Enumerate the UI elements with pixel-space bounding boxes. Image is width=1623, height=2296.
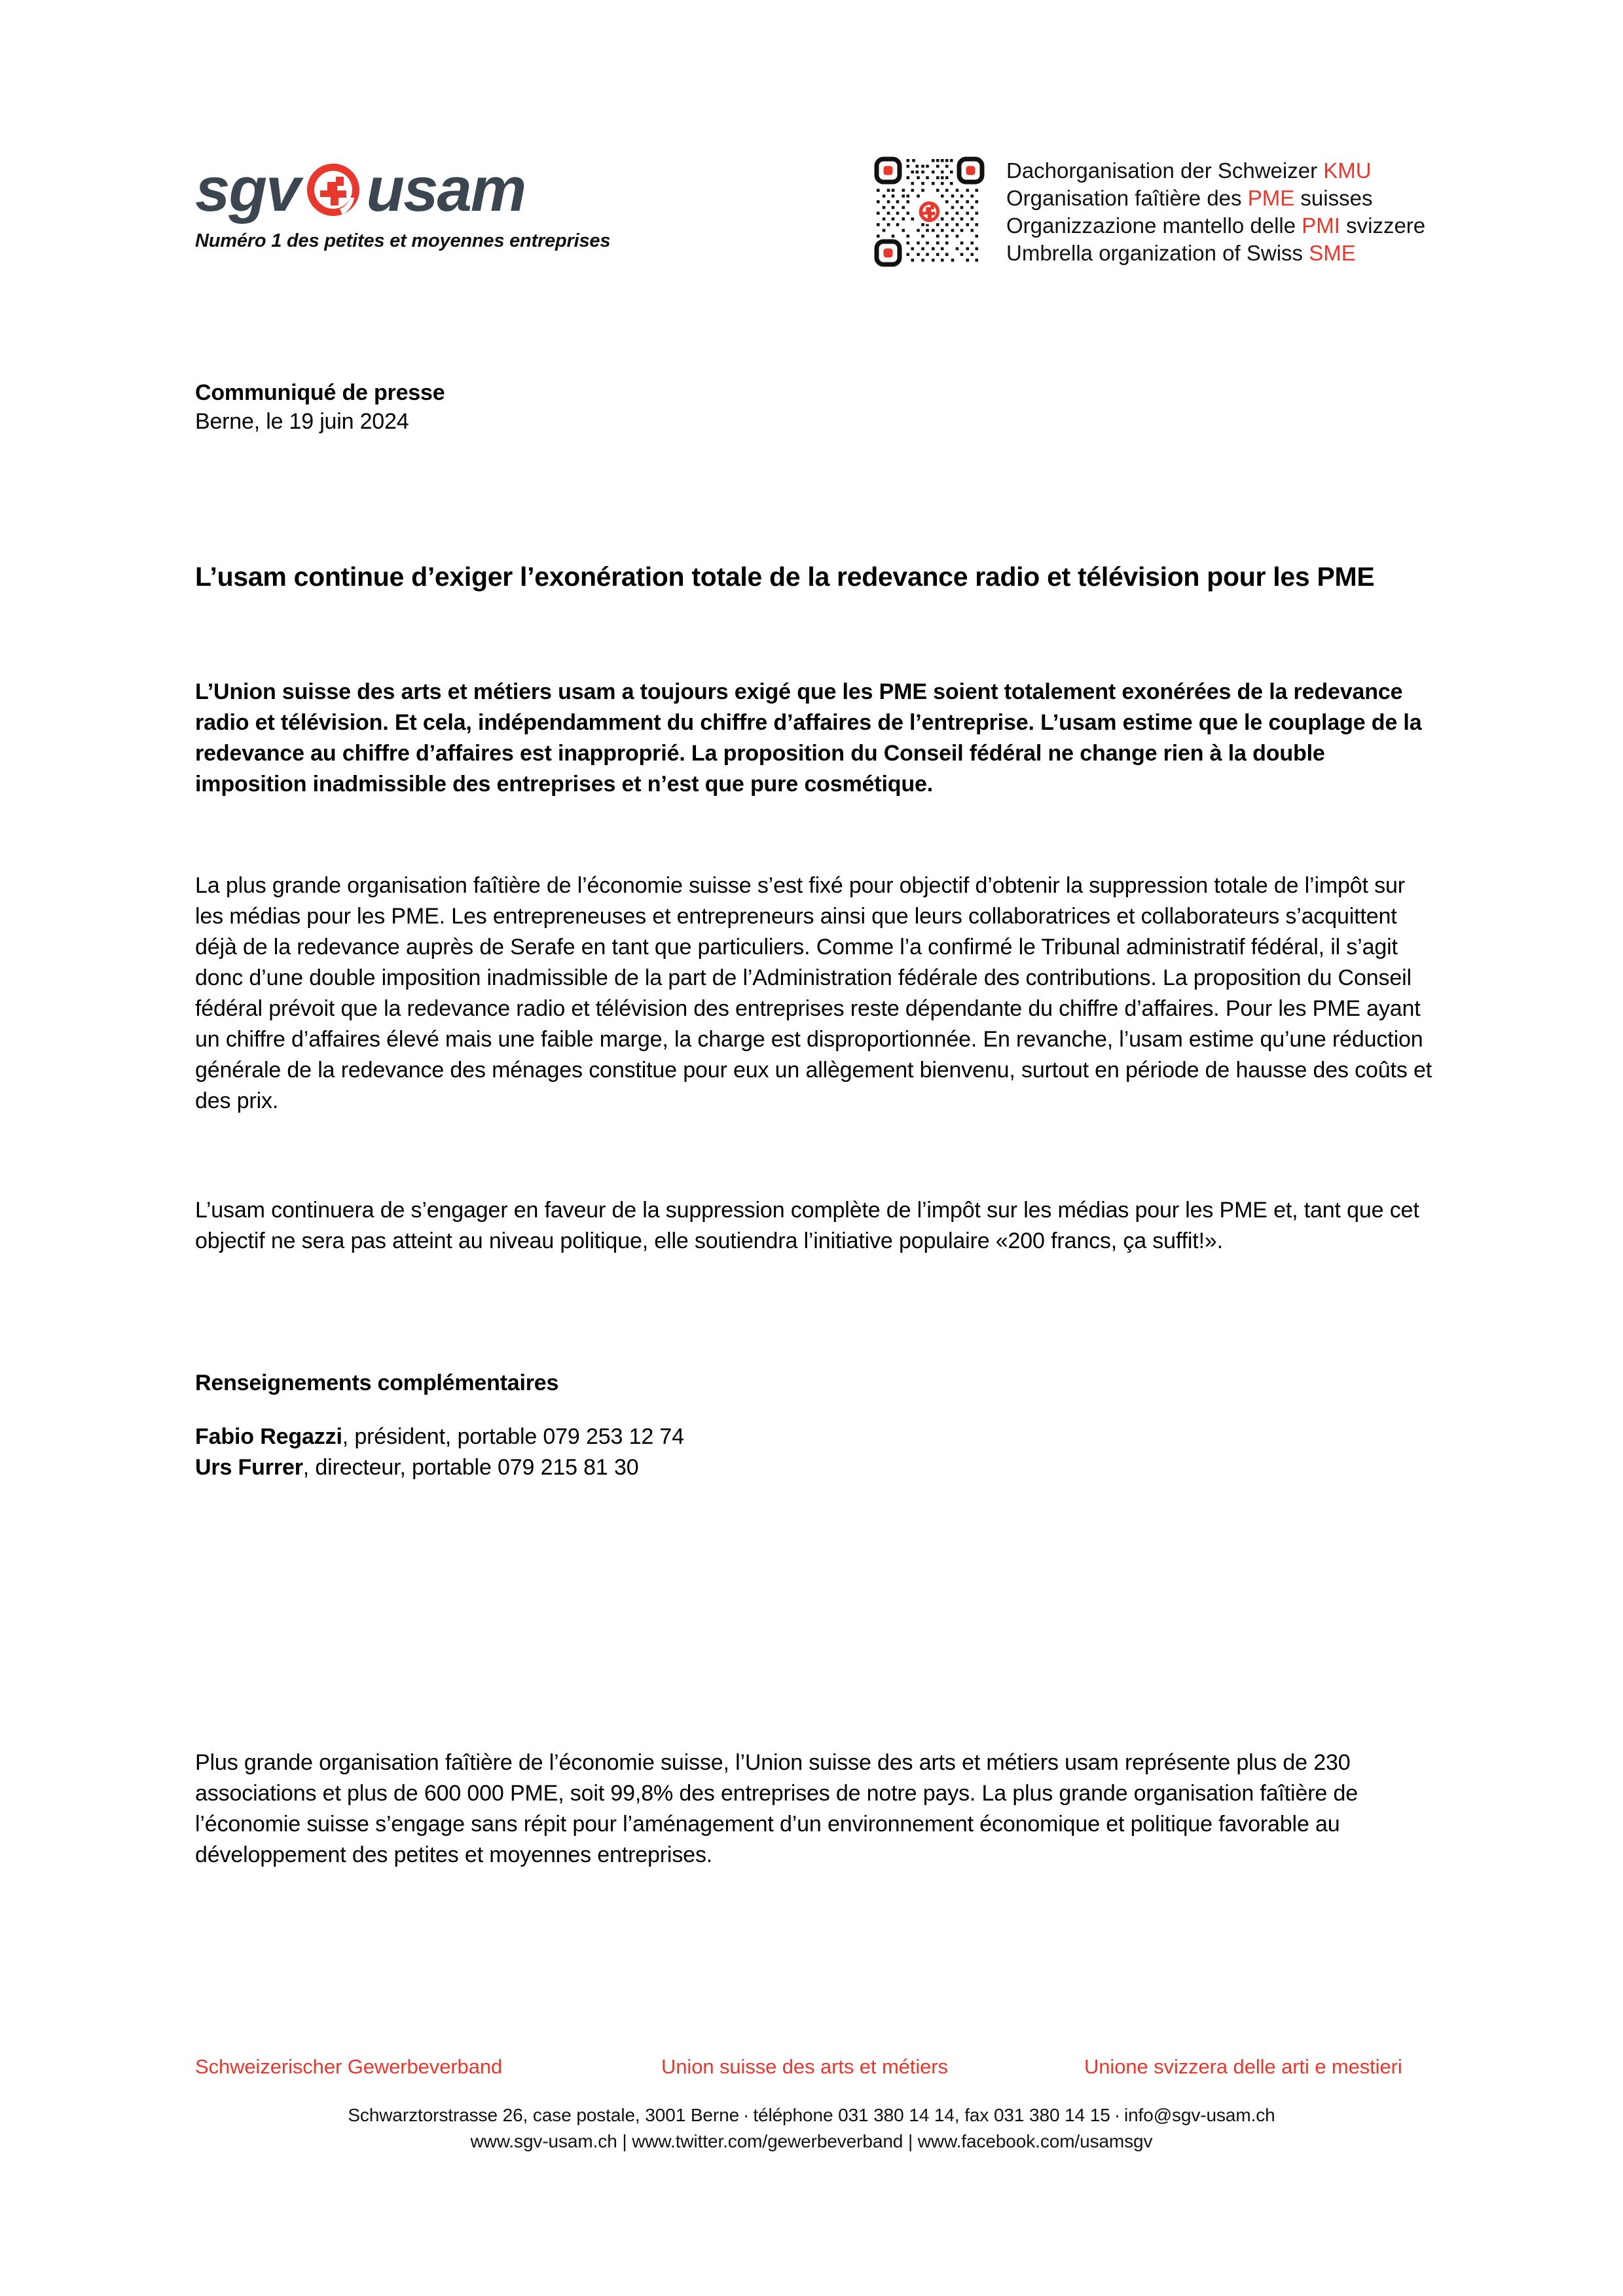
lang-it-before: Organizzazione mantello delle — [1006, 213, 1302, 238]
page-header — [0, 0, 1623, 308]
language-line-de — [1006, 157, 1425, 185]
footer-email[interactable]: info@sgv-usam.ch — [1123, 2105, 1275, 2125]
footer-phone: téléphone 031 380 14 14, fax 031 380 14 15 — [753, 2105, 1110, 2125]
lang-de-before: Dachorganisation der Schweizer — [1006, 158, 1324, 183]
footer-separator-1: · — [743, 2105, 750, 2125]
language-line-en — [1006, 240, 1425, 267]
contact-person-1 — [195, 1422, 1432, 1452]
qr-and-languages — [872, 154, 1425, 269]
contact-name-2: Urs Furrer — [195, 1455, 303, 1480]
usam-circle-cross-logo-icon — [303, 160, 363, 220]
contact-name-1: Fabio Regazzi — [195, 1424, 342, 1449]
footer-links-line[interactable]: www.sgv-usam.ch | www.twitter.com/gewerbeverband | www.facebook.com/usamsgv — [470, 2131, 1153, 2151]
usam-logo — [195, 156, 610, 252]
page-title: L’usam continue d’exiger l’exonération totale de la redevance radio et télévision pour les PME — [195, 562, 1375, 592]
qr-code-icon[interactable] — [872, 154, 987, 269]
footer-org-name-de: Schweizerischer Gewerbeverband — [195, 2055, 503, 2078]
logo-wordmark — [195, 156, 610, 224]
language-line-fr — [1006, 185, 1425, 212]
footer-separator-2: · — [1114, 2105, 1120, 2125]
lang-de-highlight: KMU — [1323, 158, 1372, 183]
language-line-it — [1006, 212, 1425, 240]
footer-org-name-fr: Union suisse des arts et métiers — [661, 2055, 948, 2078]
lang-it-highlight: PMI — [1302, 213, 1340, 238]
contacts-heading: Renseignements complémentaires — [195, 1371, 559, 1395]
logo-text-usam: usam — [366, 154, 526, 224]
document-type-label: Communiqué de presse — [195, 380, 445, 405]
body-paragraph-1: La plus grande organisation faîtière de l’économie suisse s’est fixé pour objectif d’obtenir la suppression totale de l’impôt sur les médias pour les PME. Les entrepreneuses et entrepreneurs ainsi que leurs collaboratrices et collaborateurs s’acquittent déjà de la redevance auprès de Serafe en tant que particuliers. Comme l’a confirmé le Tribunal administratif fédéral, il s’agit donc d’une double imposition inadmissible de la part de l’Administration fédérale des contributions. La proposition du Conseil fédéral prévoit que la redevance radio et télévision des entreprises reste dépendante du chiffre d’affaires. Pour les PME ayant un chiffre d’affaires élevé mais une faible marge, la charge est disproportionnée. En revanche, l’usam estime qu’une réduction générale de la redevance des ménages constitue pour eux un allègement bienvenu, surtout en période de hausse des coûts et des prix. — [195, 873, 1432, 1113]
contacts-list — [195, 1422, 1432, 1483]
contact-details-2: , directeur, portable 079 215 81 30 — [302, 1455, 639, 1480]
lang-en-highlight: SME — [1309, 241, 1356, 265]
lang-fr-after: suisses — [1294, 186, 1373, 210]
page-footer — [0, 2054, 1623, 2155]
logo-text-sgv: sgv — [195, 154, 300, 224]
document-dateline: Berne, le 19 juin 2024 — [195, 409, 409, 434]
lang-it-after: svizzere — [1340, 213, 1426, 238]
body-paragraph-2: L’usam continuera de s’engager en faveur de la suppression complète de l’impôt sur les médias pour les PME et, tant que cet objectif ne sera pas atteint au niveau politique, elle soutiendra l’initiative populaire «200 francs, ça suffit!». — [195, 1198, 1419, 1253]
contact-person-2 — [195, 1452, 1432, 1483]
boilerplate-paragraph: Plus grande organisation faîtière de l’économie suisse, l’Union suisse des arts et métiers usam représente plus de 230 associations et plus de 600 000 PME, soit 99,8% des entreprises de notre pays. La plus grande organisation faîtière de l’économie suisse s’engage sans répit pour l’aménagement d’un environnement économique et politique favorable au développement des petites et moyennes entreprises. — [195, 1750, 1358, 1867]
contact-details-1: , président, portable 079 253 12 74 — [342, 1424, 684, 1449]
lang-fr-before: Organisation faîtière des — [1006, 186, 1248, 210]
lang-fr-highlight: PME — [1247, 186, 1295, 210]
lead-paragraph: L’Union suisse des arts et métiers usam a toujours exigé que les PME soient totalement exonérées de la redevance radio et télévision. Et cela, indépendamment du chiffre d’affaires de l’entreprise. L’usam estime que le couplage de la redevance au chiffre d’affaires est inapproprié. La proposition du Conseil fédéral ne change rien à la double imposition inadmissible des entreprises et n’est que pure cosmétique. — [195, 679, 1422, 797]
footer-address: Schwarztorstrasse 26, case postale, 3001 Berne — [348, 2105, 740, 2125]
footer-address-line — [0, 2102, 1623, 2128]
logo-tagline: Numéro 1 des petites et moyennes entreprises — [195, 230, 611, 251]
footer-contact-block — [0, 2102, 1623, 2155]
document-meta — [195, 378, 1432, 436]
footer-org-names — [0, 2054, 1623, 2084]
language-taglines — [1006, 154, 1425, 267]
lang-en-before: Umbrella organization of Swiss — [1006, 241, 1309, 265]
footer-org-name-it: Unione svizzera delle arti e mestieri — [1084, 2055, 1402, 2078]
